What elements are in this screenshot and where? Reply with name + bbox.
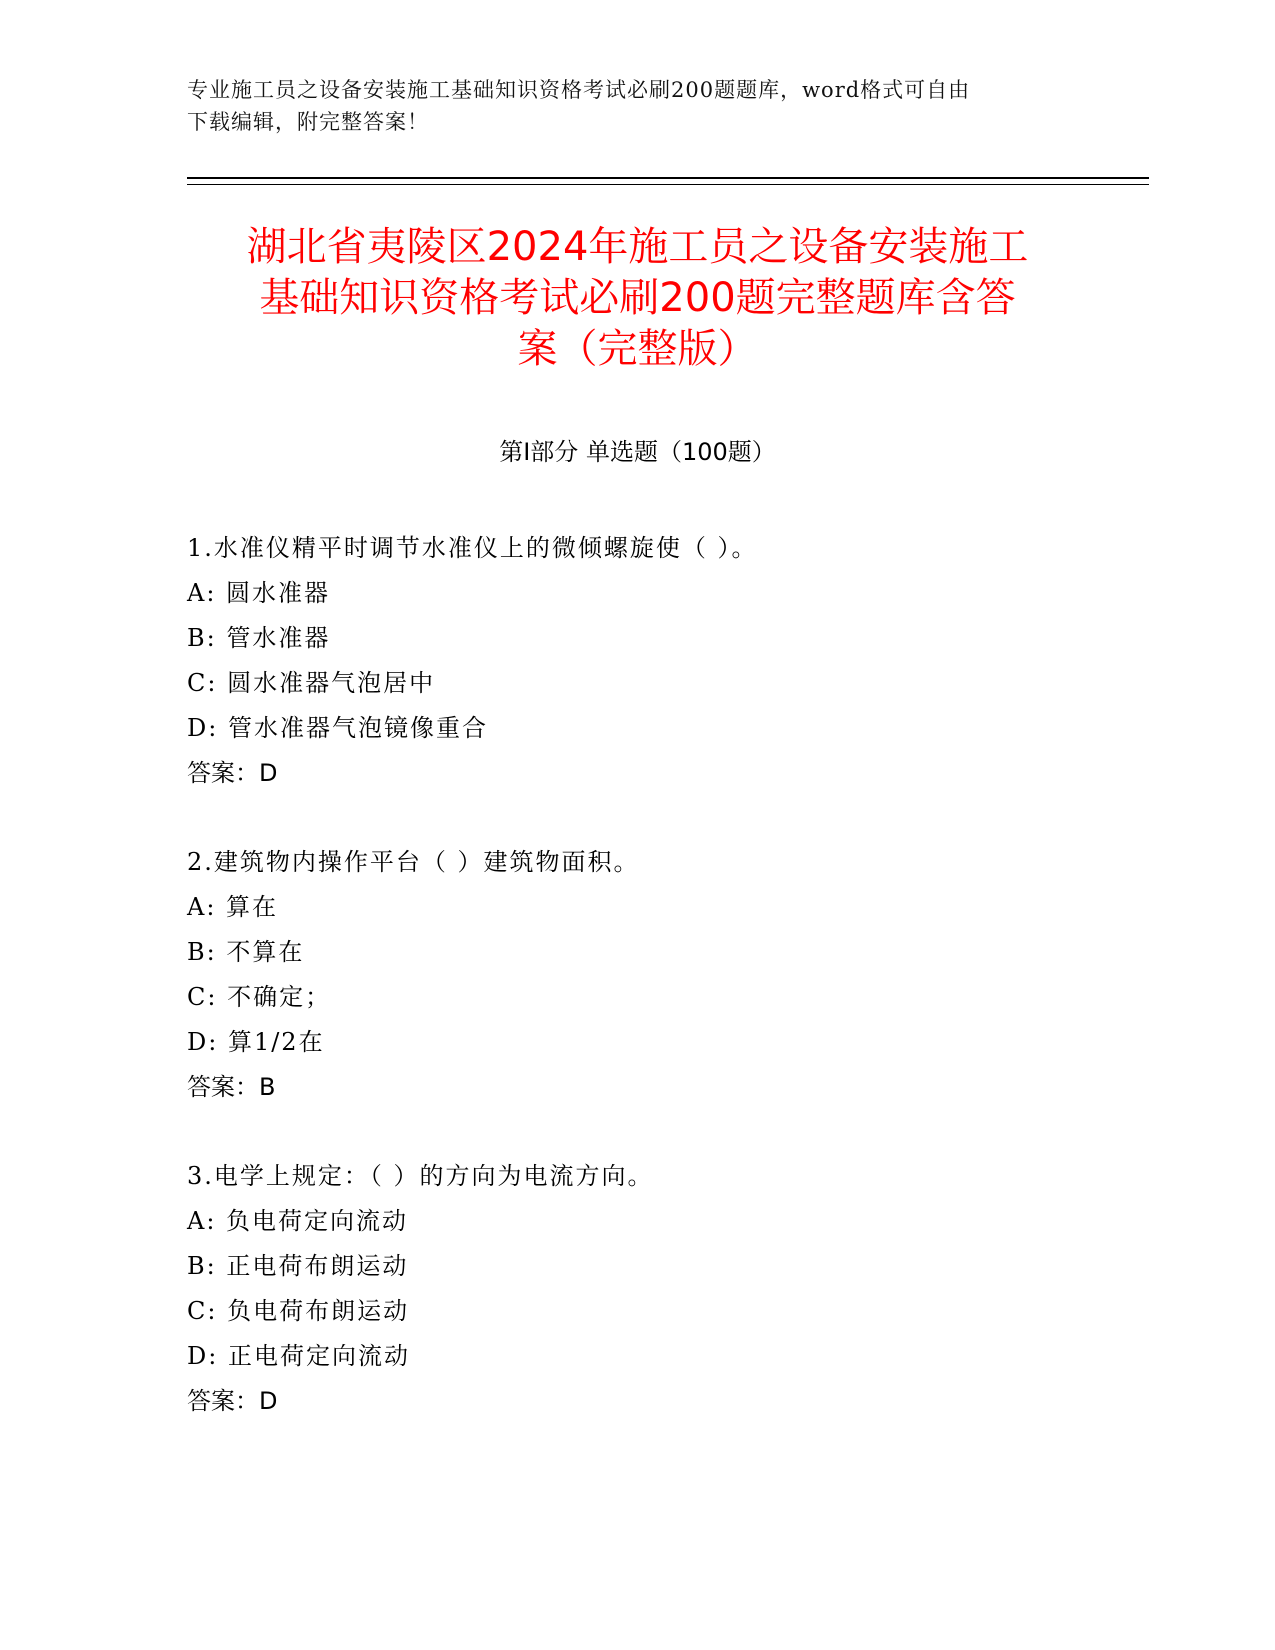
header-rule-thin	[187, 184, 1149, 185]
header-note-line-2: 下载编辑，附完整答案！	[187, 110, 429, 134]
document-title-line-1: 湖北省夷陵区2024年施工员之设备安装施工	[246, 224, 1029, 270]
question-answer: 答案：B	[187, 1073, 276, 1101]
option-c: C: 圆水准器气泡居中	[187, 669, 436, 697]
document-title-line-3: 案（完整版）	[517, 326, 758, 372]
question-stem: 3.电学上规定：（ ）的方向为电流方向。	[187, 1162, 654, 1190]
question-answer: 答案：D	[187, 759, 278, 787]
document-title-line-2: 基础知识资格考试必刷200题完整题库含答	[259, 275, 1016, 321]
header-note-line-1: 专业施工员之设备安装施工基础知识资格考试必刷200题题库，word格式可自由	[187, 78, 971, 102]
question-item	[187, 840, 1127, 1110]
option-d: D: 正电荷定向流动	[187, 1342, 410, 1370]
question-item	[187, 1154, 1127, 1424]
option-d: D: 管水准器气泡镜像重合	[187, 714, 488, 742]
section-heading: 第I部分 单选题（100题）	[499, 438, 776, 466]
document-title	[160, 222, 1115, 375]
header-note	[187, 74, 1087, 138]
option-c: C: 不确定；	[187, 983, 332, 1011]
option-b: B: 正电荷布朗运动	[187, 1252, 409, 1280]
option-c: C: 负电荷布朗运动	[187, 1297, 410, 1325]
question-item	[187, 526, 1127, 796]
question-list	[187, 526, 1127, 1468]
option-a: A: 负电荷定向流动	[187, 1207, 409, 1235]
question-stem: 1.水准仪精平时调节水准仪上的微倾螺旋使（ ）。	[187, 534, 758, 562]
header-rule-thick	[187, 177, 1149, 179]
question-stem: 2.建筑物内操作平台（ ）建筑物面积。	[187, 848, 640, 876]
option-a: A: 算在	[187, 893, 279, 921]
option-a: A: 圆水准器	[187, 579, 331, 607]
question-answer: 答案：D	[187, 1387, 278, 1415]
option-d: D: 算1/2在	[187, 1028, 325, 1056]
option-b: B: 管水准器	[187, 624, 331, 652]
option-b: B: 不算在	[187, 938, 305, 966]
